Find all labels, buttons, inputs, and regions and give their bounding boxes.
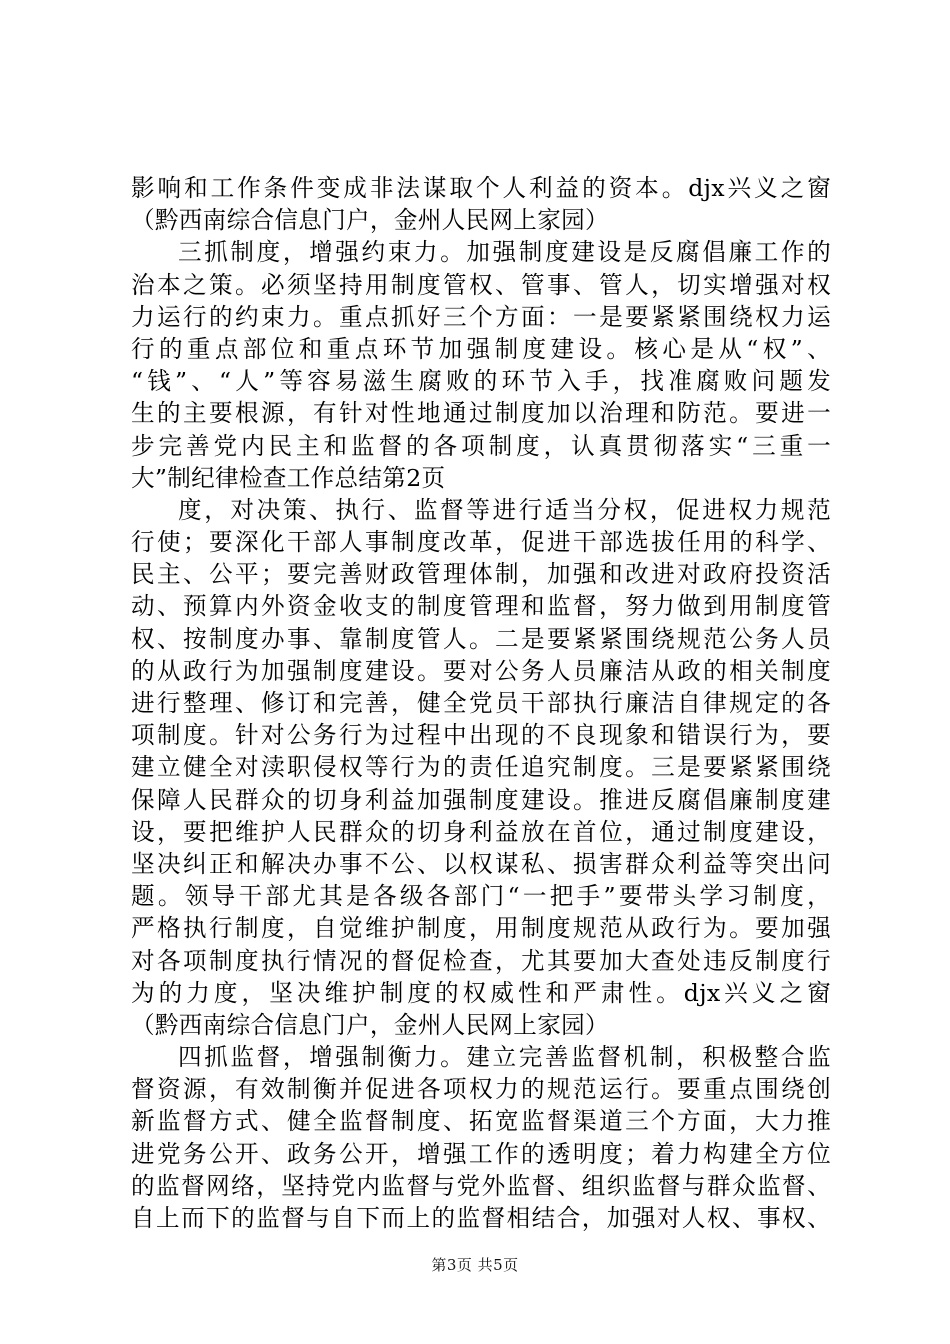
text-line: 生的主要根源，有针对性地通过制度加以治理和防范。要进一 xyxy=(131,399,831,428)
text-line: 动、预算内外资金收支的制度管理和监督，努力做到用制度管 xyxy=(131,592,831,621)
text-line: 题。领导干部尤其是各级各部门“一把手”要带头学习制度， xyxy=(131,882,831,911)
text-line: 的从政行为加强制度建设。要对公务人员廉洁从政的相关制度 xyxy=(131,656,831,685)
text-line: 大”制纪律检查工作总结第2页 xyxy=(131,463,446,492)
text-line: 民主、公平；要完善财政管理体制，加强和改进对政府投资活 xyxy=(131,560,831,589)
text-line: 行的重点部位和重点环节加强制度建设。核心是从“权”、 xyxy=(131,334,831,363)
text-line: 治本之策。必须坚持用制度管权、管事、管人，切实增强对权 xyxy=(131,270,831,299)
text-line: 三抓制度，增强约束力。加强制度建设是反腐倡廉工作的 xyxy=(178,238,831,267)
text-line: 的监督网络，坚持党内监督与党外监督、组织监督与群众监督、 xyxy=(131,1171,831,1200)
text-line: 建立健全对渎职侵权等行为的责任追究制度。三是要紧紧围绕 xyxy=(131,753,831,782)
text-line: 坚决纠正和解决办事不公、以权谋私、损害群众利益等突出问 xyxy=(131,849,831,878)
text-line: 自上而下的监督与自下而上的监督相结合，加强对人权、事权、 xyxy=(131,1204,831,1232)
text-line: 进党务公开、政务公开，增强工作的透明度；着力构建全方位 xyxy=(131,1139,831,1168)
text-line: 保障人民群众的切身利益加强制度建设。推进反腐倡廉制度建 xyxy=(131,785,831,814)
text-line: （黔西南综合信息门户，金州人民网上家园） xyxy=(131,206,609,235)
text-line: 项制度。针对公务行为过程中出现的不良现象和错误行为，要 xyxy=(131,721,831,750)
text-line: 进行整理、修订和完善，健全党员干部执行廉洁自律规定的各 xyxy=(131,689,831,717)
text-line: 严格执行制度，自觉维护制度，用制度规范从政行为。要加强 xyxy=(131,914,831,943)
text-line: 新监督方式、健全监督制度、拓宽监督渠道三个方面，大力推 xyxy=(131,1107,831,1136)
text-line: （黔西南综合信息门户，金州人民网上家园） xyxy=(131,1010,609,1039)
text-line: 对各项制度执行情况的督促检查，尤其要加大查处违反制度行 xyxy=(131,946,831,975)
text-line: 为的力度，坚决维护制度的权威性和严肃性。djx兴义之窗 xyxy=(131,978,831,1007)
text-line: 度，对决策、执行、监督等进行适当分权，促进权力规范 xyxy=(178,495,831,524)
text-line: 力运行的约束力。重点抓好三个方面：一是要紧紧围绕权力运 xyxy=(131,302,831,331)
text-line: 四抓监督，增强制衡力。建立完善监督机制，积极整合监 xyxy=(178,1043,831,1072)
text-line: 设，要把维护人民群众的切身利益放在首位，通过制度建设， xyxy=(131,817,831,846)
text-line: 督资源，有效制衡并促进各项权力的规范运行。要重点围绕创 xyxy=(131,1075,831,1104)
page-footer: 第3页 共5页 xyxy=(431,1256,519,1274)
text-line: 权、按制度办事、靠制度管人。二是要紧紧围绕规范公务人员 xyxy=(131,624,831,653)
text-line: 步完善党内民主和监督的各项制度，认真贯彻落实“三重一 xyxy=(131,431,831,460)
text-line: 影响和工作条件变成非法谋取个人利益的资本。djx兴义之窗 xyxy=(131,174,831,202)
text-line: 行使；要深化干部人事制度改革，促进干部选拔任用的科学、 xyxy=(131,528,831,557)
text-line: “钱”、“人”等容易滋生腐败的环节入手，找准腐败问题发 xyxy=(131,367,831,396)
document-body xyxy=(131,172,831,1234)
